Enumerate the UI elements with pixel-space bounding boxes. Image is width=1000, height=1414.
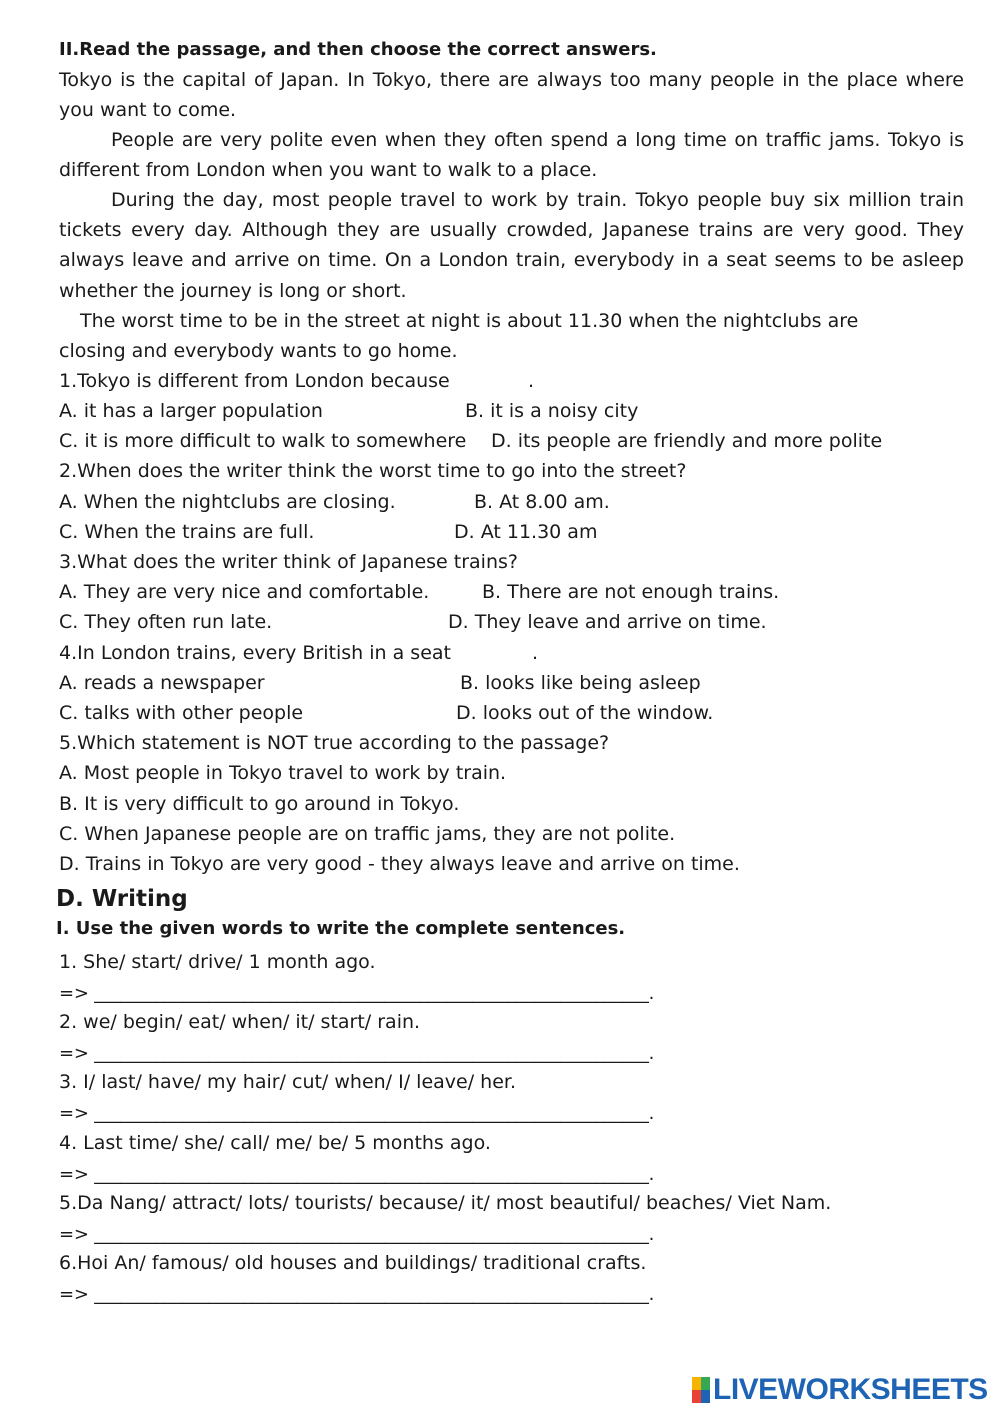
question-5-option-d[interactable]: D. Trains in Tokyo are very good - they always leave and arrive on time. bbox=[59, 853, 740, 875]
question-3-option-c[interactable]: C. They often run late. bbox=[59, 611, 273, 633]
question-5-option-c[interactable]: C. When Japanese people are on traffic jams, they are not polite. bbox=[59, 823, 676, 845]
writing-prompt-3: 3. I/ last/ have/ my hair/ cut/ when/ I/ leave/ her. bbox=[59, 1071, 516, 1093]
question-1-option-b[interactable]: B. it is a noisy city bbox=[465, 400, 639, 422]
passage-paragraph-4-line-1: The worst time to be in the street at night is about 11.30 when the nightclubs are bbox=[80, 310, 859, 332]
writing-prompt-4: 4. Last time/ she/ call/ me/ be/ 5 months ago. bbox=[59, 1132, 491, 1154]
logo-text: LIVEWORKSHEETS bbox=[713, 1373, 988, 1406]
writing-instruction: I. Use the given words to write the complete sentences. bbox=[56, 918, 626, 939]
question-2-option-d[interactable]: D. At 11.30 am bbox=[454, 521, 598, 543]
question-2-stem: 2.When does the writer think the worst time to go into the street? bbox=[59, 460, 687, 482]
question-4-option-b[interactable]: B. looks like being asleep bbox=[460, 672, 701, 694]
question-5-stem: 5.Which statement is NOT true according to the passage? bbox=[59, 732, 610, 754]
liveworksheets-logo bbox=[692, 1373, 988, 1407]
writing-prompt-6: 6.Hoi An/ famous/ old houses and buildings/ traditional crafts. bbox=[59, 1252, 647, 1274]
question-2-option-b[interactable]: B. At 8.00 am. bbox=[474, 491, 610, 513]
question-3-option-b[interactable]: B. There are not enough trains. bbox=[482, 581, 780, 603]
question-2-option-a[interactable]: A. When the nightclubs are closing. bbox=[59, 491, 396, 513]
passage-paragraph-3: During the day, most people travel to work by train. Tokyo people buy six million train tickets every day. Although they are usually crowded, Japanese trains are very good. They always leave and arrive on time. On a London train, everybody in a seat seems to be asleep whether the journey is long or short. bbox=[59, 189, 964, 302]
question-4-option-c[interactable]: C. talks with other people bbox=[59, 702, 304, 724]
question-4-option-d[interactable]: D. looks out of the window. bbox=[456, 702, 714, 724]
question-3-stem: 3.What does the writer think of Japanese trains? bbox=[59, 551, 518, 573]
question-1-blank[interactable]: . bbox=[528, 370, 535, 392]
question-3-option-a[interactable]: A. They are very nice and comfortable. bbox=[59, 581, 430, 603]
answer-line-1[interactable]: => _______________________________________________________________. bbox=[59, 983, 655, 1004]
writing-prompt-5: 5.Da Nang/ attract/ lots/ tourists/ because/ it/ most beautiful/ beaches/ Viet Nam. bbox=[59, 1192, 832, 1214]
question-5-option-a[interactable]: A. Most people in Tokyo travel to work by train. bbox=[59, 762, 507, 784]
answer-line-3[interactable]: => _______________________________________________________________. bbox=[59, 1103, 655, 1124]
writing-section-title: D. Writing bbox=[56, 886, 188, 912]
writing-prompt-1: 1. She/ start/ drive/ 1 month ago. bbox=[59, 951, 376, 973]
passage-paragraph-2: People are very polite even when they often spend a long time on traffic jams. Tokyo is different from London when you want to walk to a place. bbox=[59, 129, 964, 182]
answer-line-5[interactable]: => _______________________________________________________________. bbox=[59, 1224, 655, 1245]
question-1-option-d[interactable]: D. its people are friendly and more polite bbox=[491, 430, 883, 452]
question-4-blank[interactable]: . bbox=[532, 642, 539, 664]
writing-prompt-2: 2. we/ begin/ eat/ when/ it/ start/ rain. bbox=[59, 1011, 421, 1033]
logo-mark-icon bbox=[692, 1377, 710, 1403]
question-2-option-c[interactable]: C. When the trains are full. bbox=[59, 521, 315, 543]
question-1-option-a[interactable]: A. it has a larger population bbox=[59, 400, 323, 422]
question-4-option-a[interactable]: A. reads a newspaper bbox=[59, 672, 265, 694]
answer-line-2[interactable]: => _______________________________________________________________. bbox=[59, 1043, 655, 1064]
answer-line-4[interactable]: => _______________________________________________________________. bbox=[59, 1164, 655, 1185]
question-5-option-b[interactable]: B. It is very difficult to go around in Tokyo. bbox=[59, 793, 460, 815]
question-1-stem: 1.Tokyo is different from London because bbox=[59, 370, 450, 392]
question-3-option-d[interactable]: D. They leave and arrive on time. bbox=[448, 611, 767, 633]
answer-line-6[interactable]: => _______________________________________________________________. bbox=[59, 1284, 655, 1305]
question-4-stem: 4.In London trains, every British in a seat bbox=[59, 642, 451, 664]
passage-paragraph-4-line-2: closing and everybody wants to go home. bbox=[59, 340, 458, 362]
question-1-option-c[interactable]: C. it is more difficult to walk to somewhere bbox=[59, 430, 467, 452]
reading-heading: II.Read the passage, and then choose the correct answers. bbox=[59, 39, 657, 60]
passage-paragraph-1: Tokyo is the capital of Japan. In Tokyo, there are always too many people in the place where you want to come. bbox=[59, 69, 964, 122]
